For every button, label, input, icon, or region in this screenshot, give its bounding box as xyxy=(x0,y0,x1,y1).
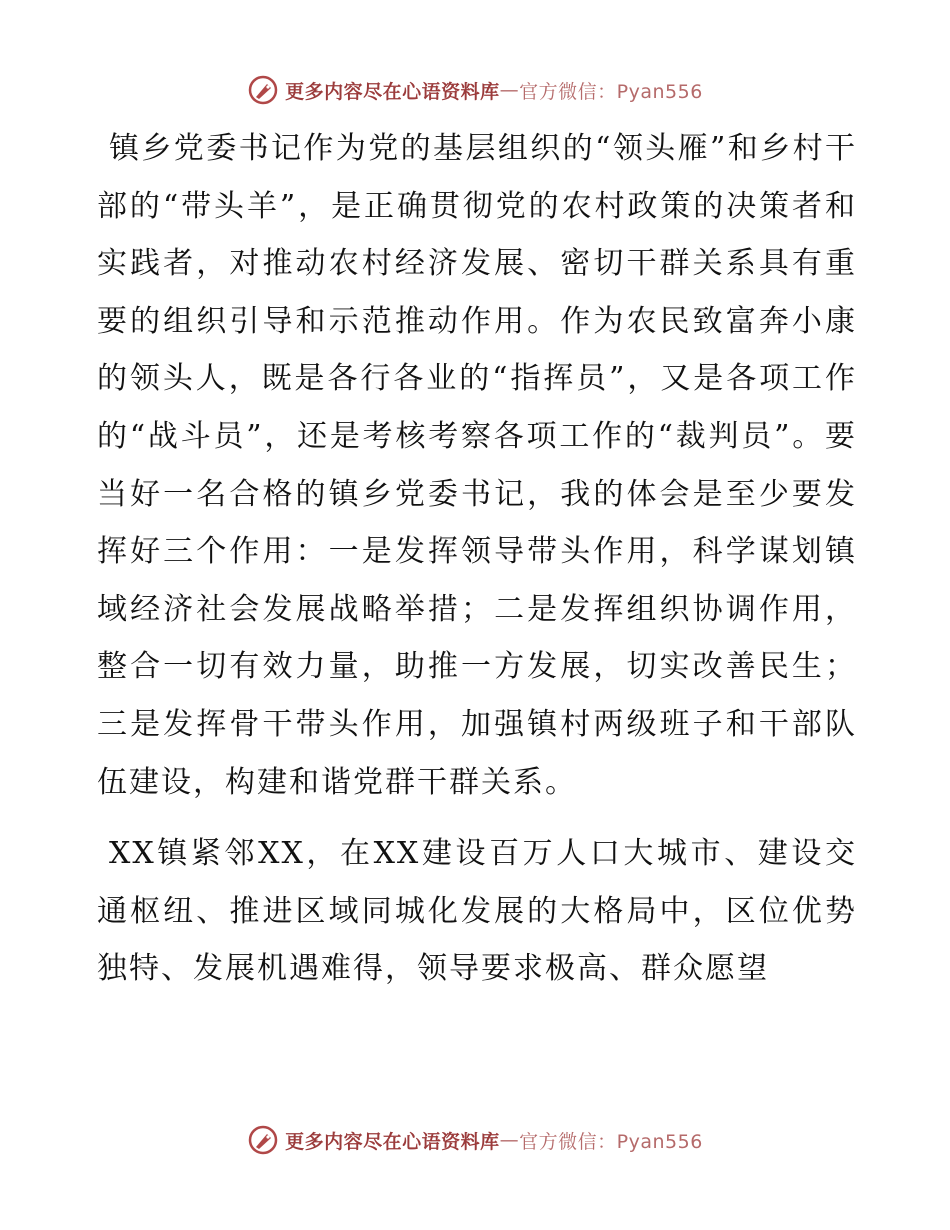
watermark-contact-text: 官方微信：Pyan556 xyxy=(519,1130,703,1153)
watermark-separator: — xyxy=(499,79,520,101)
watermark-brand-text: 更多内容尽在心语资料库 xyxy=(285,80,500,103)
paragraph-1: 镇乡党委书记作为党的基层组织的“领头雁”和乡村干部的“带头羊”，是正确贯彻党的农村政策的决策者和实践者，对推动农村经济发展、密切干群关系具有重要的组织引导和示范推动作用。作为农民致富奔小康的领头人，既是各行各业的“指挥员”，又是各项工作的“战斗员”，还是考核考察各项工作的“裁判员”。要当好一名合格的镇乡党委书记，我的体会是至少要发挥好三个作用：一是发挥领导带头作用，科学谋划镇域经济社会发展战略举措；二是发挥组织协调作用，整合一切有效力量，助推一方发展，切实改善民生；三是发挥骨干带头作用，加强镇村两级班子和干部队伍建设，构建和谐党群干群关系。 xyxy=(97,131,857,800)
watermark-contact-text: 官方微信：Pyan556 xyxy=(519,80,703,103)
document-body xyxy=(97,120,857,998)
watermark-brand-text: 更多内容尽在心语资料库 xyxy=(285,1130,500,1153)
watermark-separator: — xyxy=(499,1129,520,1151)
footer-watermark xyxy=(0,1120,950,1160)
pen-nib-logo-icon xyxy=(247,1124,279,1156)
header-watermark xyxy=(0,70,950,110)
paragraph-2: XX镇紧邻XX，在XX建设百万人口大城市、建设交通枢纽、推进区域同城化发展的大格局中，区位优势独特、发展机遇难得，领导要求极高、群众愿望 xyxy=(97,836,857,987)
pen-nib-logo-icon xyxy=(247,74,279,106)
